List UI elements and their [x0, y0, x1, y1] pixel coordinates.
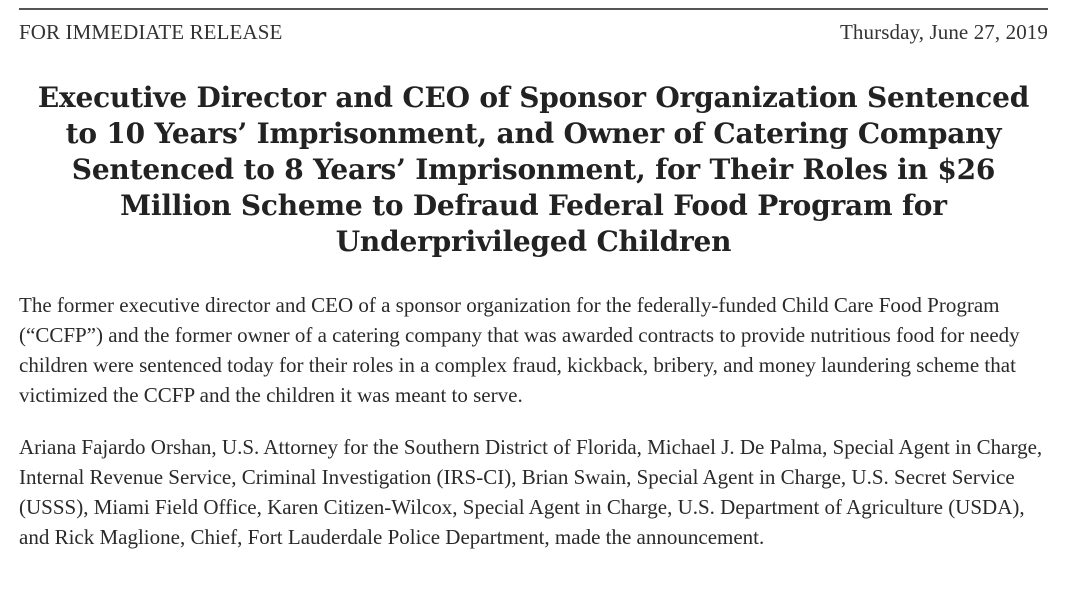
top-divider [19, 8, 1048, 10]
release-date: Thursday, June 27, 2019 [840, 20, 1048, 44]
press-release-headline: Executive Director and CEO of Sponsor Organization Sentenced to 10 Years’ Imprisonment, and Owner of Catering Company Sentenced to 8 Years’ Imprisonment, for Their Roles in $26 Million Scheme to Defraud Federal Food Program for Underprivileged Children [37, 81, 1030, 258]
body-paragraph: Ariana Fajardo Orshan, U.S. Attorney for the Southern District of Florida, Michael J. De Palma, Special Agent in Charge, Internal Revenue Service, Criminal Investigation (IRS-CI), Brian Swain, Special Agent in Charge, U.S. Secret Service (USSS), Miami Field Office, Karen Citizen-Wilcox, Special Agent in Charge, U.S. Department of Agriculture (USDA), and Rick Maglione, Chief, Fort Lauderdale Police Department, made the announcement. [19, 435, 1043, 549]
release-label: FOR IMMEDIATE RELEASE [19, 20, 283, 44]
body-paragraph: The former executive director and CEO of a sponsor organization for the federally-funded Child Care Food Program (“CCFP”) and the former owner of a catering company that was awarded contracts to provide nutritious food for needy children were sentenced today for their roles in a complex fraud, kickback, bribery, and money laundering scheme that victimized the CCFP and the children it was meant to serve. [19, 293, 1020, 407]
release-header [19, 20, 1048, 45]
